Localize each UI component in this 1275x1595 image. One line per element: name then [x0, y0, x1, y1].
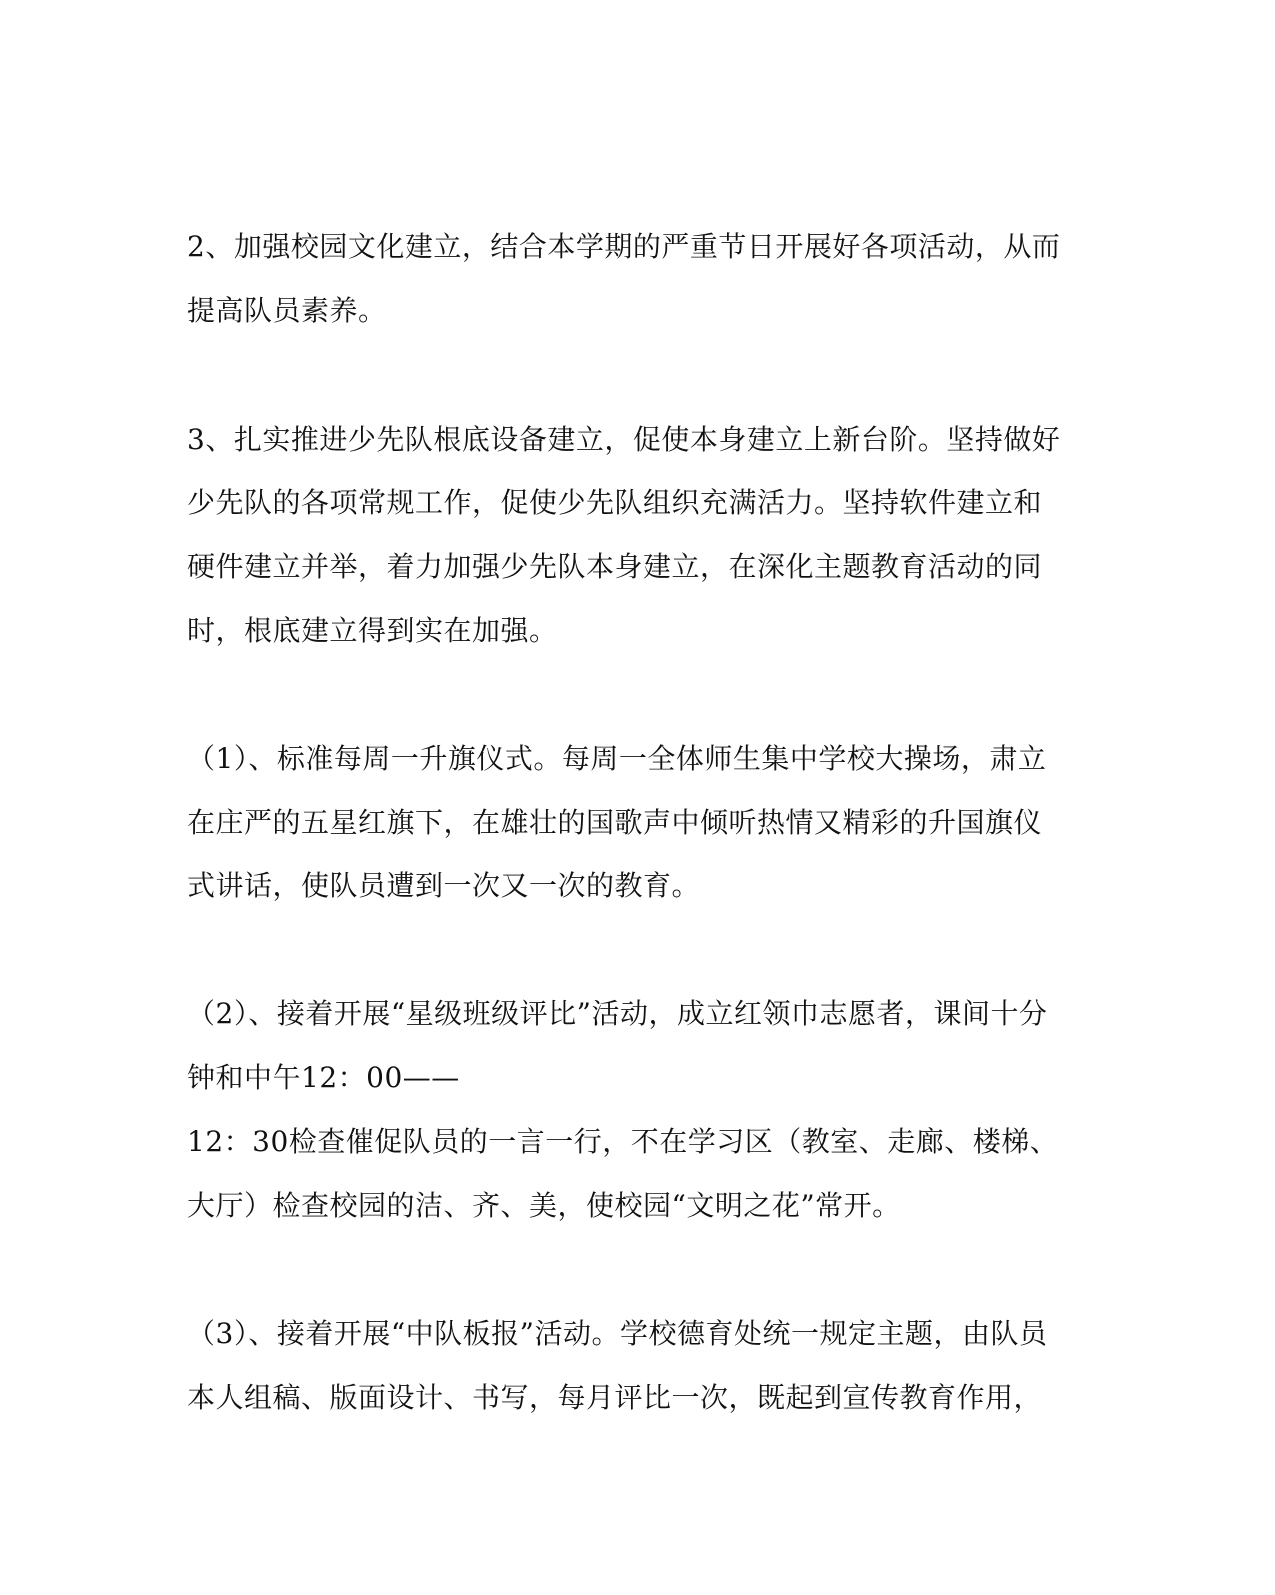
paragraph-3-line-2: 少先队的各项常规工作，促使少先队组织充满活力。坚持软件建立和	[187, 486, 1043, 519]
paragraph-3-line-4: 时，根底建立得到实在加强。	[187, 614, 558, 647]
paragraph-2-line-1: 2、加强校园文化建立，结合本学期的严重节日开展好各项活动，从而	[187, 230, 1061, 263]
item-2-line-1: （2）、接着开展“星级班级评比”活动，成立红领巾志愿者，课间十分	[187, 997, 1048, 1030]
item-3-line-2: 本人组稿、版面设计、书写，每月评比一次，既起到宣传教育作用，	[187, 1381, 1043, 1414]
item-2-line-4: 大厅）检查校园的洁、齐、美，使校园“文明之花”常开。	[187, 1189, 901, 1222]
item-3-line-1: （3）、接着开展“中队板报”活动。学校德育处统一规定主题，由队员	[187, 1317, 1048, 1350]
paragraph-2-line-2: 提高队员素养。	[187, 294, 387, 327]
item-2-line-3: 12：30检查催促队员的一言一行，不在学习区（教室、走廊、楼梯、	[187, 1125, 1059, 1158]
item-2-line-2: 钟和中午12：00——	[187, 1061, 460, 1094]
paragraph-3-line-3: 硬件建立并举，着力加强少先队本身建立，在深化主题教育活动的同	[187, 550, 1043, 583]
item-1-line-3: 式讲话，使队员遭到一次又一次的教育。	[187, 869, 701, 902]
item-1-line-1: （1）、标准每周一升旗仪式。每周一全体师生集中学校大操场，肃立	[187, 742, 1047, 775]
item-1-line-2: 在庄严的五星红旗下，在雄壮的国歌声中倾听热情又精彩的升国旗仪	[187, 806, 1043, 839]
paragraph-3-line-1: 3、扎实推进少先队根底设备建立，促使本身建立上新台阶。坚持做好	[187, 423, 1061, 456]
